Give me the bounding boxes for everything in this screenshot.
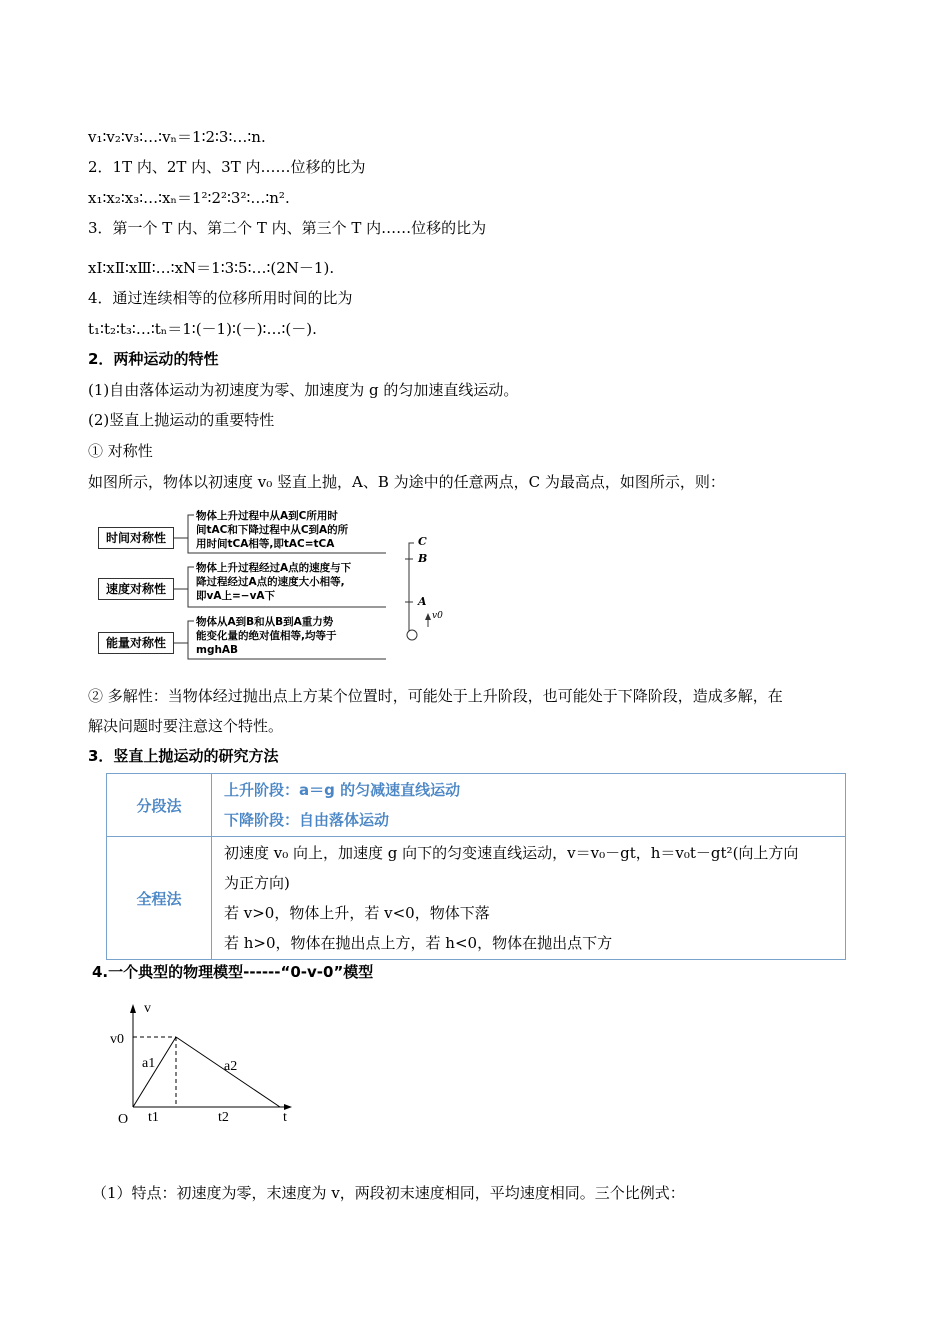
x-roman-ratio-line: xⅠ∶xⅡ∶xⅢ∶…∶xN＝1∶3∶5∶…∶(2N－1). <box>88 259 335 277</box>
segment-method-head: 分段法 <box>107 774 212 837</box>
point-c-label: C <box>418 535 427 548</box>
whole-line-3: 若 v>0，物体上升，若 v<0，物体下落 <box>224 904 490 922</box>
whole-line-2: 为正方向) <box>224 874 290 892</box>
whole-line-1: 初速度 v₀ 向上，加速度 g 向下的匀变速直线运动，v＝v₀－gt，h＝v₀t－gt²(向上方向 <box>224 844 799 862</box>
para-vertical-throw: (2)竖直上抛运动的重要特性 <box>88 411 275 429</box>
para-features: （1）特点：初速度为零，末速度为 v，两段初末速度相同，平均速度相同。三个比例式： <box>92 1184 685 1202</box>
heading-two-motions: 2．两种运动的特性 <box>88 350 219 368</box>
velocity-symmetry-box: 速度对称性 <box>98 578 174 600</box>
time-symmetry-box: 时间对称性 <box>98 527 174 549</box>
para-free-fall: (1)自由落体运动为初速度为零、加速度为 g 的匀加速直线运动。 <box>88 381 519 399</box>
para-figure-intro: 如图所示，物体以初速度 v₀ 竖直上抛，A、B 为途中的任意两点，C 为最高点，如图所示，则： <box>88 473 725 491</box>
velocity-symmetry-desc: 物体上升过程经过A点的速度与下 降过程经过A点的速度大小相等, 即vA上=−vA下 <box>196 562 352 602</box>
t1-label: t1 <box>148 1110 159 1125</box>
segment-rise-line: 上升阶段：a＝g 的匀减速直线运动 <box>224 781 461 799</box>
methods-table <box>106 773 846 960</box>
energy-symmetry-box: 能量对称性 <box>98 632 174 654</box>
v-ratio-line: v₁∶v₂∶v₃∶…∶vₙ＝1∶2∶3∶…∶n. <box>88 128 266 146</box>
heading-methods: 3．竖直上抛运动的研究方法 <box>88 747 279 765</box>
segment-fall-line: 下降阶段：自由落体运动 <box>224 811 390 829</box>
t2-label: t2 <box>218 1110 229 1125</box>
t-ratio-line: t₁∶t₂∶t₃∶…∶tₙ＝1∶(－1)∶(－)∶…∶(－). <box>88 320 317 338</box>
heading-model: 4.一个典型的物理模型------“0-v-0”模型 <box>92 963 374 981</box>
origin-label: O <box>118 1112 129 1127</box>
item-3: 3．第一个 T 内、第二个 T 内、第三个 T 内……位移的比为 <box>88 219 487 237</box>
a2-label: a2 <box>224 1059 238 1074</box>
symmetry-figure <box>96 507 441 667</box>
whole-method-head: 全程法 <box>107 837 212 960</box>
v-axis-label: v <box>144 1001 151 1016</box>
table-row <box>107 774 846 837</box>
a1-label: a1 <box>142 1056 156 1071</box>
v0-label: v0 <box>110 1032 124 1047</box>
vt-graph <box>108 995 308 1130</box>
accel-segment <box>133 1037 176 1107</box>
point-b-label: B <box>418 552 428 565</box>
v0-label: v0 <box>432 611 443 621</box>
point-a-label: A <box>418 595 427 608</box>
energy-symmetry-desc: 物体从A到B和从B到A重力势 能变化量的绝对值相等,均等于 mghAB <box>196 616 337 656</box>
time-symmetry-desc: 物体上升过程中从A到C所用时 间tAC和下降过程中从C到A的所 用时间tCA相等,即tAC=tCA <box>196 510 349 550</box>
table-row <box>107 837 846 960</box>
para-symmetry: ① 对称性 <box>88 442 153 460</box>
segment-method-body <box>212 774 846 837</box>
item-4: 4．通过连续相等的位移所用时间的比为 <box>88 289 353 307</box>
whole-line-4: 若 h>0，物体在抛出点上方，若 h<0，物体在抛出点下方 <box>224 934 613 952</box>
para-multiple-solutions-a: ② 多解性：当物体经过抛出点上方某个位置时，可能处于上升阶段，也可能处于下降阶段，造成多解，在 <box>88 687 783 705</box>
para-multiple-solutions-b: 解决问题时要注意这个特性。 <box>88 717 284 735</box>
whole-method-body <box>212 837 846 960</box>
item-2: 2．1T 内、2T 内、3T 内……位移的比为 <box>88 158 366 176</box>
v-axis-arrow <box>130 1004 136 1013</box>
t-axis-label: t <box>283 1110 287 1125</box>
x-ratio-line: x₁∶x₂∶x₃∶…∶xₙ＝1²∶2²∶3²∶…∶n². <box>88 189 290 207</box>
